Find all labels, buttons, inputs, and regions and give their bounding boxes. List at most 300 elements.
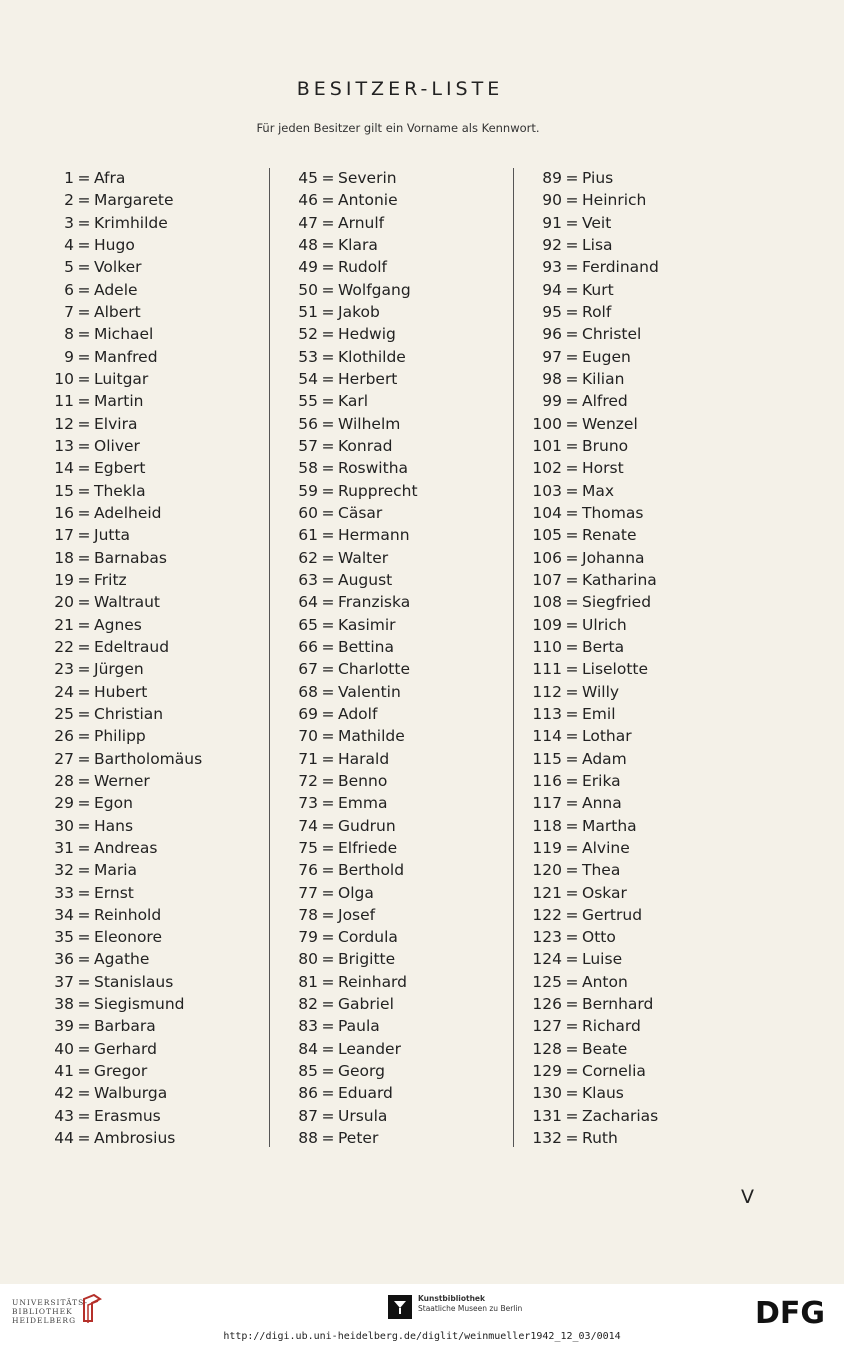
owner-name: Walburga (94, 1084, 168, 1103)
equals-sign: = (565, 727, 579, 746)
owner-number: 130 (532, 1084, 562, 1103)
owner-number: 67 (298, 660, 318, 679)
equals-sign: = (565, 593, 579, 612)
equals-sign: = (321, 794, 335, 813)
owner-number: 13 (54, 436, 74, 455)
owner-entry (30, 748, 202, 770)
owner-entry (275, 971, 418, 993)
equals-sign: = (77, 1039, 91, 1058)
owner-number: 80 (298, 950, 318, 969)
owner-name: Manfred (94, 347, 158, 366)
owner-entry (275, 256, 418, 278)
owner-name: Christel (582, 325, 642, 344)
viewer-footer (0, 1284, 844, 1345)
owner-entry (275, 167, 418, 189)
owner-number: 111 (532, 660, 562, 679)
owner-name: Klothilde (338, 347, 406, 366)
owner-entry (515, 524, 659, 546)
owner-number: 74 (298, 816, 318, 835)
owner-entry (30, 212, 202, 234)
owner-name: Afra (94, 169, 126, 187)
owner-entry (30, 1082, 202, 1104)
equals-sign: = (565, 615, 579, 634)
equals-sign: = (565, 191, 579, 210)
equals-sign: = (77, 369, 91, 388)
owner-number: 83 (298, 1017, 318, 1036)
owner-name: Volker (94, 258, 142, 277)
owner-number: 3 (64, 213, 74, 232)
equals-sign: = (565, 1039, 579, 1058)
equals-sign: = (565, 213, 579, 232)
owner-number: 89 (542, 169, 562, 187)
owner-number: 7 (64, 302, 74, 321)
owner-number: 41 (54, 1062, 74, 1081)
owner-name: Liselotte (582, 660, 649, 679)
equals-sign: = (77, 191, 91, 210)
owner-number: 60 (298, 503, 318, 522)
equals-sign: = (77, 1017, 91, 1036)
owner-name: Margarete (94, 191, 174, 210)
owner-entry (275, 547, 418, 569)
owner-number: 72 (298, 771, 318, 790)
owner-entry (275, 1060, 418, 1082)
owner-number: 85 (298, 1062, 318, 1081)
owner-list-column-3 (515, 167, 659, 1149)
owner-name: Charlotte (338, 660, 410, 679)
owner-entry (30, 457, 202, 479)
owner-name: Olga (338, 883, 374, 902)
owner-name: Oliver (94, 436, 140, 455)
owner-number: 112 (532, 682, 562, 701)
equals-sign: = (565, 838, 579, 857)
owner-number: 53 (298, 347, 318, 366)
owner-name: Fritz (94, 570, 127, 589)
owner-entry (275, 859, 418, 881)
owner-name: Kilian (582, 369, 625, 388)
owner-number: 118 (532, 816, 562, 835)
owner-entry (515, 256, 659, 278)
owner-entry (275, 301, 418, 323)
equals-sign: = (321, 436, 335, 455)
owner-name: Wolfgang (338, 280, 411, 299)
column-divider (269, 168, 270, 1147)
owner-number: 22 (54, 637, 74, 656)
owner-entry (515, 547, 659, 569)
owner-entry (515, 279, 659, 301)
owner-number: 33 (54, 883, 74, 902)
owner-entry (30, 837, 202, 859)
owner-entry (275, 1038, 418, 1060)
equals-sign: = (565, 570, 579, 589)
owner-entry (30, 1127, 202, 1149)
owner-entry (30, 658, 202, 680)
equals-sign: = (321, 950, 335, 969)
owner-number: 38 (54, 995, 74, 1014)
owner-name: Andreas (94, 838, 158, 857)
owner-number: 66 (298, 637, 318, 656)
equals-sign: = (321, 1129, 335, 1148)
owner-entry (515, 346, 659, 368)
owner-number: 119 (532, 838, 562, 857)
owner-name: Oskar (582, 883, 627, 902)
owner-number: 87 (298, 1106, 318, 1125)
equals-sign: = (321, 1039, 335, 1058)
owner-number: 20 (54, 593, 74, 612)
equals-sign: = (321, 481, 335, 500)
equals-sign: = (321, 414, 335, 433)
owner-name: Reinhold (94, 905, 162, 924)
owner-entry (275, 346, 418, 368)
owner-entry (30, 167, 202, 189)
equals-sign: = (321, 369, 335, 388)
equals-sign: = (321, 838, 335, 857)
equals-sign: = (77, 794, 91, 813)
equals-sign: = (565, 1084, 579, 1103)
owner-name: Thomas (582, 503, 644, 522)
equals-sign: = (77, 995, 91, 1014)
university-library-logo-icon[interactable] (80, 1293, 102, 1325)
owner-name: Martha (582, 816, 637, 835)
owner-number: 59 (298, 481, 318, 500)
kunstbibliothek-label[interactable] (418, 1294, 522, 1314)
owner-number: 69 (298, 704, 318, 723)
equals-sign: = (321, 749, 335, 768)
owner-entry (515, 390, 659, 412)
equals-sign: = (321, 883, 335, 902)
owner-number: 117 (532, 794, 562, 813)
equals-sign: = (565, 749, 579, 768)
owner-entry (30, 591, 202, 613)
owner-entry (515, 792, 659, 814)
equals-sign: = (77, 526, 91, 545)
owner-entry (275, 703, 418, 725)
equals-sign: = (565, 861, 579, 880)
owner-entry (275, 681, 418, 703)
owner-number: 70 (298, 727, 318, 746)
owner-name: Elvira (94, 414, 138, 433)
owner-name: Otto (582, 928, 616, 947)
owner-number: 18 (54, 548, 74, 567)
owner-number: 77 (298, 883, 318, 902)
owner-number: 42 (54, 1084, 74, 1103)
owner-name: Valentin (338, 682, 401, 701)
owner-name: Gregor (94, 1062, 148, 1081)
equals-sign: = (565, 325, 579, 344)
equals-sign: = (77, 258, 91, 277)
owner-number: 73 (298, 794, 318, 813)
owner-entry (275, 636, 418, 658)
owner-entry (275, 725, 418, 747)
owner-entry (275, 815, 418, 837)
owner-entry (30, 524, 202, 546)
equals-sign: = (321, 682, 335, 701)
owner-name: Zacharias (582, 1106, 659, 1125)
owner-number: 15 (54, 481, 74, 500)
dfg-logo[interactable] (750, 1297, 830, 1327)
equals-sign: = (565, 794, 579, 813)
equals-sign: = (565, 771, 579, 790)
owner-number: 106 (532, 548, 562, 567)
owner-number: 2 (64, 191, 74, 210)
equals-sign: = (321, 169, 335, 187)
owner-name: Siegismund (94, 995, 185, 1014)
owner-name: Egon (94, 794, 133, 813)
owner-entry (515, 480, 659, 502)
owner-entry (515, 681, 659, 703)
owner-entry (515, 435, 659, 457)
equals-sign: = (321, 1062, 335, 1081)
owner-entry (275, 189, 418, 211)
owner-entry (515, 323, 659, 345)
kunstbibliothek-subtitle: Staatliche Museen zu Berlin (418, 1304, 523, 1313)
owner-number: 102 (532, 459, 562, 478)
equals-sign: = (77, 727, 91, 746)
owner-number: 37 (54, 972, 74, 991)
owner-name: Hedwig (338, 325, 396, 344)
owner-entry (30, 279, 202, 301)
owner-entry (515, 703, 659, 725)
owner-name: Emma (338, 794, 388, 813)
owner-name: Kasimir (338, 615, 396, 634)
equals-sign: = (77, 704, 91, 723)
owner-name: Waltraut (94, 593, 160, 612)
owner-entry (30, 1038, 202, 1060)
equals-sign: = (321, 1017, 335, 1036)
equals-sign: = (321, 1106, 335, 1125)
owner-entry (30, 569, 202, 591)
owner-name: Albert (94, 302, 141, 321)
owner-entry (30, 681, 202, 703)
owner-number: 108 (532, 593, 562, 612)
owner-entry (275, 591, 418, 613)
owner-name: Thea (582, 861, 621, 880)
owner-entry (515, 212, 659, 234)
owner-number: 129 (532, 1062, 562, 1081)
owner-name: Elfriede (338, 838, 398, 857)
equals-sign: = (77, 325, 91, 344)
owner-name: Johanna (582, 548, 645, 567)
owner-entry (515, 859, 659, 881)
equals-sign: = (565, 995, 579, 1014)
equals-sign: = (77, 169, 91, 187)
equals-sign: = (77, 1106, 91, 1125)
owner-number: 90 (542, 191, 562, 210)
owner-number: 35 (54, 928, 74, 947)
equals-sign: = (565, 548, 579, 567)
owner-entry (30, 815, 202, 837)
column-divider (513, 168, 514, 1147)
owner-name: Bartholomäus (94, 749, 203, 768)
owner-entry (30, 882, 202, 904)
permalink-url[interactable]: http://digi.ub.uni-heidelberg.de/diglit/weinmueller1942_12_03/0014 (223, 1331, 621, 1342)
owner-entry (515, 725, 659, 747)
equals-sign: = (321, 1084, 335, 1103)
equals-sign: = (565, 1129, 579, 1148)
owner-name: Hermann (338, 526, 410, 545)
owner-entry (515, 1105, 659, 1127)
owner-entry (275, 926, 418, 948)
kunstbibliothek-logo-icon[interactable] (388, 1295, 412, 1319)
owner-entry (275, 569, 418, 591)
equals-sign: = (77, 972, 91, 991)
owner-number: 47 (298, 213, 318, 232)
owner-name: Richard (582, 1017, 641, 1036)
owner-entry (275, 1015, 418, 1037)
equals-sign: = (321, 771, 335, 790)
owner-entry (275, 614, 418, 636)
owner-name: Horst (582, 459, 624, 478)
owner-name: Hugo (94, 235, 135, 254)
dfg-logo-text: DFG (754, 1297, 826, 1327)
owner-entry (515, 882, 659, 904)
owner-entry (30, 1060, 202, 1082)
equals-sign: = (321, 972, 335, 991)
equals-sign: = (321, 258, 335, 277)
owner-entry (30, 502, 202, 524)
equals-sign: = (77, 235, 91, 254)
owner-name: Willy (582, 682, 620, 701)
equals-sign: = (565, 414, 579, 433)
owner-name: Hans (94, 816, 134, 835)
owner-entry (515, 993, 659, 1015)
owner-entry (275, 480, 418, 502)
equals-sign: = (77, 414, 91, 433)
owner-name: Erika (582, 771, 621, 790)
owner-entry (515, 457, 659, 479)
owner-entry (515, 301, 659, 323)
owner-name: Adele (94, 280, 138, 299)
owner-entry (30, 346, 202, 368)
owner-number: 126 (532, 995, 562, 1014)
owner-name: Rupprecht (338, 481, 418, 500)
equals-sign: = (321, 593, 335, 612)
owner-name: Erasmus (94, 1106, 161, 1125)
university-library-label[interactable] (12, 1298, 88, 1325)
owner-name: Ambrosius (94, 1129, 176, 1148)
owner-entry (515, 1015, 659, 1037)
owner-number: 124 (532, 950, 562, 969)
owner-entry (515, 926, 659, 948)
owner-entry (30, 390, 202, 412)
university-line: HEIDELBERG (12, 1316, 77, 1325)
owner-number: 113 (532, 704, 562, 723)
owner-name: Barnabas (94, 548, 167, 567)
owner-name: Martin (94, 392, 144, 411)
owner-number: 12 (54, 414, 74, 433)
equals-sign: = (77, 436, 91, 455)
owner-name: Luise (582, 950, 623, 969)
owner-entry (515, 413, 659, 435)
owner-entry (515, 948, 659, 970)
equals-sign: = (77, 615, 91, 634)
owner-name: Gertrud (582, 905, 643, 924)
equals-sign: = (77, 771, 91, 790)
owner-name: Ruth (582, 1129, 618, 1148)
owner-number: 95 (542, 302, 562, 321)
equals-sign: = (77, 928, 91, 947)
equals-sign: = (565, 660, 579, 679)
owner-name: Antonie (338, 191, 398, 210)
equals-sign: = (77, 347, 91, 366)
owner-number: 68 (298, 682, 318, 701)
equals-sign: = (77, 392, 91, 411)
owner-name: Berta (582, 637, 625, 656)
equals-sign: = (321, 392, 335, 411)
owner-number: 121 (532, 883, 562, 902)
equals-sign: = (565, 883, 579, 902)
owner-number: 75 (298, 838, 318, 857)
owner-name: Cornelia (582, 1062, 646, 1081)
owner-name: Michael (94, 325, 154, 344)
equals-sign: = (321, 995, 335, 1014)
equals-sign: = (77, 749, 91, 768)
equals-sign: = (77, 682, 91, 701)
owner-entry (275, 234, 418, 256)
owner-number: 24 (54, 682, 74, 701)
owner-number: 127 (532, 1017, 562, 1036)
owner-name: Arnulf (338, 213, 385, 232)
owner-entry (30, 1105, 202, 1127)
university-line: UNIVERSITÄTS- (12, 1298, 89, 1307)
equals-sign: = (565, 816, 579, 835)
owner-entry (515, 658, 659, 680)
equals-sign: = (77, 503, 91, 522)
owner-entry (30, 703, 202, 725)
owner-number: 36 (54, 950, 74, 969)
owner-name: Veit (582, 213, 612, 232)
owner-name: Mathilde (338, 727, 405, 746)
equals-sign: = (77, 816, 91, 835)
equals-sign: = (321, 816, 335, 835)
owner-entry (515, 167, 659, 189)
owner-number: 5 (64, 258, 74, 277)
owner-name: Bernhard (582, 995, 654, 1014)
owner-number: 31 (54, 838, 74, 857)
owner-name: Adelheid (94, 503, 162, 522)
owner-entry (515, 569, 659, 591)
owner-number: 10 (54, 369, 74, 388)
owner-number: 64 (298, 593, 318, 612)
equals-sign: = (321, 325, 335, 344)
equals-sign: = (77, 548, 91, 567)
owner-entry (275, 993, 418, 1015)
owner-number: 32 (54, 861, 74, 880)
owner-number: 28 (54, 771, 74, 790)
equals-sign: = (565, 302, 579, 321)
owner-name: Jakob (338, 302, 380, 321)
owner-name: Klaus (582, 1084, 624, 1103)
owner-number: 104 (532, 503, 562, 522)
owner-entry (30, 435, 202, 457)
equals-sign: = (321, 302, 335, 321)
owner-name: Werner (94, 771, 150, 790)
owner-name: Rolf (582, 302, 612, 321)
owner-entry (30, 948, 202, 970)
owner-entry (275, 948, 418, 970)
equals-sign: = (77, 637, 91, 656)
owner-name: Severin (338, 169, 397, 187)
owner-number: 46 (298, 191, 318, 210)
owner-name: Pius (582, 169, 614, 187)
equals-sign: = (77, 481, 91, 500)
equals-sign: = (565, 526, 579, 545)
owner-entry (275, 413, 418, 435)
owner-entry (515, 591, 659, 613)
equals-sign: = (321, 704, 335, 723)
owner-number: 62 (298, 548, 318, 567)
owner-number: 100 (532, 414, 562, 433)
owner-number: 1 (64, 169, 74, 187)
